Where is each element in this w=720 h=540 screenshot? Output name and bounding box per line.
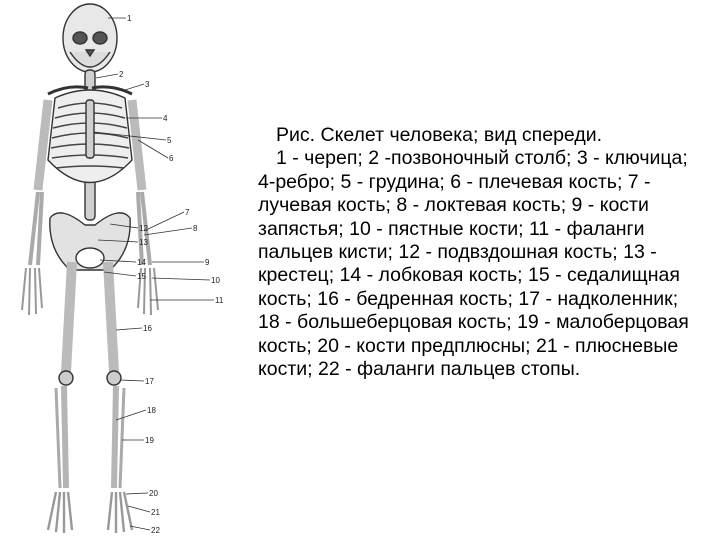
- label-21: 21: [151, 508, 160, 517]
- label-7: 7: [185, 208, 190, 217]
- foot-left-shape: [48, 492, 72, 533]
- skeleton-drawing: [0, 0, 250, 540]
- femur-left-shape: [66, 262, 72, 372]
- hand-left-shape: [22, 268, 42, 315]
- caption-legend: 1 - череп; 2 -позвоночный столб; 3 - ключица; 4-ребро; 5 - грудина; 6 - плечевая кость; 7 - лучевая кость; 8 - локтевая кость; 9 - кости запястья; 10 - пястные кости; 11 - фаланги пальцев кисти; 12 - подвздошная кость; 13 - крестец; 14 - лобковая кость; 15 - седалищная кость; 16 - бедренная кость; 17 - надколенник; 18 - большеберцовая кость; 19 - малоберцовая кость; 20 - кости предплюсны; 21 - плюсневые кости; 22 - фаланги пальцев стопы.: [258, 147, 689, 381]
- label-19: 19: [145, 436, 154, 445]
- label-17: 17: [145, 377, 154, 386]
- label-3: 3: [145, 80, 150, 89]
- label-10: 10: [211, 276, 220, 285]
- label-6: 6: [169, 154, 174, 163]
- label-1: 1: [127, 14, 132, 23]
- label-8: 8: [193, 224, 198, 233]
- skeleton-illustration: [0, 0, 250, 540]
- label-13: 13: [139, 238, 148, 247]
- label-20: 20: [149, 489, 158, 498]
- label-2: 2: [119, 70, 124, 79]
- label-11: 11: [215, 296, 224, 305]
- label-9: 9: [205, 258, 210, 267]
- label-5: 5: [167, 136, 172, 145]
- humerus-left-shape: [38, 100, 48, 190]
- label-16: 16: [143, 324, 152, 333]
- sternum-shape: [86, 100, 94, 158]
- label-14: 14: [137, 258, 146, 267]
- label-4: 4: [163, 114, 168, 123]
- caption-title: Рис. Скелет человека; вид спереди.: [276, 124, 603, 146]
- label-18: 18: [147, 406, 156, 415]
- label-15: 15: [137, 272, 146, 281]
- label-12: 12: [139, 224, 148, 233]
- label-22: 22: [151, 526, 160, 535]
- figure-caption: [258, 124, 698, 381]
